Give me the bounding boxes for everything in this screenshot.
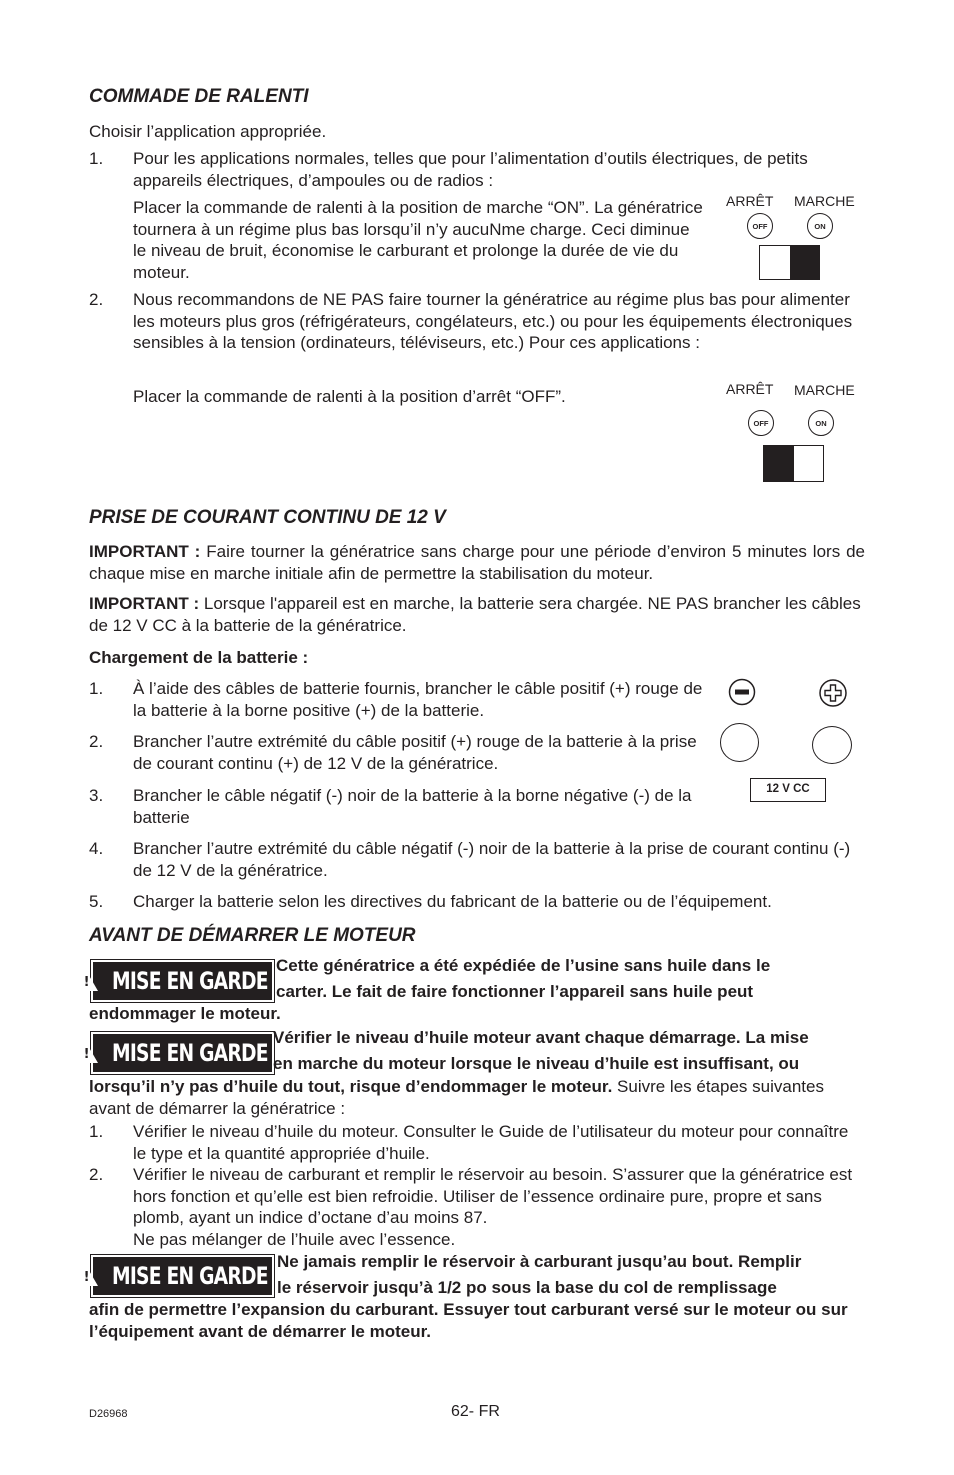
warning-triangle-icon bbox=[76, 1267, 98, 1286]
important-text: Lorsque l'appareil est en marche, la batterie sera chargée. NE PAS brancher les câbles de 12 V CC à la batterie de la génératrice. bbox=[89, 594, 861, 635]
important-label: IMPORTANT : bbox=[89, 594, 200, 613]
warning-triangle-icon bbox=[76, 1044, 98, 1063]
dc-important-1 bbox=[89, 541, 865, 584]
idle-item2-sub: Placer la commande de ralenti à la position d’arrêt “OFF”. bbox=[133, 387, 566, 406]
charge-step-text: À l’aide des câbles de batterie fournis, brancher le câble positif (+) rouge de la batterie à la borne positive (+) de la batterie. bbox=[133, 679, 703, 720]
charge-step-text: Brancher le câble négatif (-) noir de la batterie à la borne négative (-) de la batterie bbox=[133, 786, 692, 827]
section-title-idle: COMMADE DE RALENTI bbox=[89, 86, 309, 107]
idle-item2-text: Nous recommandons de NE PAS faire tourner la génératrice au régime plus bas pour alimenter les moteurs plus gros (réfrigérateurs, congélateurs, etc.) ou pour les équipements électroniques sensibles à la tension (ordinateurs, téléviseurs, etc.) Pour ces applications : bbox=[133, 290, 853, 352]
section-title-dc: PRISE DE COURANT CONTINU DE 12 V bbox=[89, 507, 446, 528]
warning-badge: ! MISE EN GARDE bbox=[91, 1255, 274, 1297]
important-label: IMPORTANT : bbox=[89, 542, 201, 561]
warning-badge: ! MISE EN GARDE bbox=[91, 960, 274, 1002]
charge-step-num: 1. bbox=[89, 679, 104, 698]
important-text: Faire tourner la génératrice sans charge pour une période d’environ 5 minutes lors de chaque mise en marche initiale afin de permettre la stabilisation du moteur. bbox=[89, 542, 865, 583]
idle-item2-num: 2. bbox=[89, 290, 104, 309]
off-knob: OFF bbox=[747, 213, 773, 239]
charging-title: Chargement de la batterie : bbox=[89, 648, 309, 667]
warning-badge: ! MISE EN GARDE bbox=[91, 1032, 274, 1074]
warn2-line2: en marche du moteur lorsque le niveau d’huile est insuffisant, ou bbox=[273, 1054, 800, 1073]
charge-step-num: 5. bbox=[89, 892, 104, 911]
charge-step-text: Charger la batterie selon les directives du fabricant de la batterie ou de l’équipement. bbox=[133, 892, 772, 911]
warn2-rest: lorsqu’il n’y pas d’huile du tout, risque d’endommager le moteur. Suivre les étapes suivantes avant de démarrer la génératrice : bbox=[89, 1077, 824, 1118]
charge-step-num: 4. bbox=[89, 839, 104, 858]
page-number: 62- FR bbox=[451, 1403, 500, 1420]
idle-intro: Choisir l’application appropriée. bbox=[89, 122, 327, 141]
section-title-before-start: AVANT DE DÉMARRER LE MOTEUR bbox=[89, 925, 416, 946]
warning-triangle-icon bbox=[76, 972, 98, 991]
warn1-rest: endommager le moteur. bbox=[89, 1004, 281, 1023]
warn3-line2: le réservoir jusqu’à 1/2 po sous la base du col de remplissage bbox=[277, 1278, 777, 1297]
start-step-num: 2. bbox=[89, 1165, 104, 1184]
idle-item1-num: 1. bbox=[89, 149, 104, 168]
dc-positive-terminal bbox=[812, 726, 852, 764]
charge-step-num: 2. bbox=[89, 732, 104, 751]
warn3-line1: Ne jamais remplir le réservoir à carburant jusqu’au bout. Remplir bbox=[277, 1252, 802, 1271]
start-step-note: Ne pas mélanger de l’huile avec l’essence. bbox=[133, 1230, 456, 1249]
start-step-text: Vérifier le niveau de carburant et remplir le réservoir au besoin. S’assurer que la génératrice est hors fonction et qu’elle est bien refroidie. Utiliser de l’essence ordinaire pure, propre et sans plomb, ayant un indice d’octane d’au moins 87. bbox=[133, 1165, 853, 1227]
charge-step-text: Brancher l’autre extrémité du câble positif (+) rouge de la batterie à la prise de courant continu (+) de 12 V de la génératrice. bbox=[133, 732, 697, 773]
idle-switch-on-position bbox=[759, 245, 820, 280]
switch-label-on: MARCHE bbox=[794, 382, 855, 398]
on-knob: ON bbox=[808, 410, 834, 436]
dc-negative-terminal bbox=[720, 723, 759, 762]
idle-item1-text: Pour les applications normales, telles que pour l’alimentation d’outils électriques, de petits appareils électriques, d’ampoules ou de radios : bbox=[133, 149, 808, 190]
charge-step-num: 3. bbox=[89, 786, 104, 805]
start-step-text: Vérifier le niveau d’huile du moteur. Consulter le Guide de l’utilisateur du moteur pour connaître le type et la quantité appropriée d’huile. bbox=[133, 1122, 849, 1163]
minus-icon bbox=[728, 678, 756, 706]
charge-step-text: Brancher l’autre extrémité du câble négatif (-) noir de la batterie à la prise de courant continu (-) de 12 V de la génératrice. bbox=[133, 839, 851, 880]
switch-label-on: MARCHE bbox=[794, 193, 855, 209]
warn1-line1: Cette génératrice a été expédiée de l’usine sans huile dans le bbox=[276, 956, 771, 975]
warn1-line2: carter. Le fait de faire fonctionner l’appareil sans huile peut bbox=[276, 982, 754, 1001]
dc-important-2 bbox=[89, 593, 867, 636]
switch-label-off: ARRÊT bbox=[726, 381, 774, 397]
switch-label-off: ARRÊT bbox=[726, 193, 774, 209]
on-knob: ON bbox=[807, 213, 833, 239]
idle-switch-off-position bbox=[763, 445, 824, 482]
idle-item1-sub: Placer la commande de ralenti à la position de marche “ON”. La génératrice tournera à un régime plus bas lorsqu’il n’y aucuNme charge. Ceci diminue le niveau de bruit, économise le carburant et prolonge la durée de vie du moteur. bbox=[133, 198, 703, 282]
off-knob: OFF bbox=[748, 410, 774, 436]
doc-number: D26968 bbox=[89, 1408, 128, 1420]
warn2-line1: Vérifier le niveau d’huile moteur avant chaque démarrage. La mise bbox=[273, 1028, 809, 1047]
warn3-rest: afin de permettre l’expansion du carburant. Essuyer tout carburant versé sur le moteur ou sur l’équipement avant de démarrer le moteur. bbox=[89, 1300, 848, 1341]
start-step-num: 1. bbox=[89, 1122, 104, 1141]
dc-outlet-label: 12 V CC bbox=[750, 778, 826, 802]
plus-icon bbox=[818, 678, 848, 708]
